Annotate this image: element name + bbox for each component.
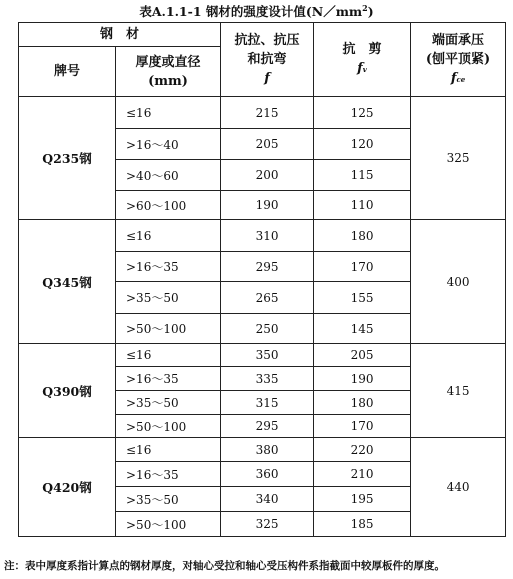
shear-value-cell: 195 — [314, 487, 411, 512]
shear-value-cell: 180 — [314, 391, 411, 415]
bearing-value-cell: 440 — [411, 438, 506, 537]
steel-grade-cell: Q420钢 — [19, 438, 116, 537]
tension-value-cell: 295 — [221, 415, 314, 438]
tension-value-cell: 335 — [221, 367, 314, 391]
tension-value-cell: 325 — [221, 512, 314, 537]
shear-value-cell: 155 — [314, 282, 411, 314]
tension-value-cell: 265 — [221, 282, 314, 314]
thickness-cell: >16～35 — [116, 252, 221, 282]
header-bearing: 端面承压 (刨平顶紧) fce — [411, 23, 506, 97]
thickness-cell: ≤16 — [116, 97, 221, 129]
thickness-cell: >40～60 — [116, 160, 221, 191]
shear-value-cell: 145 — [314, 314, 411, 344]
steel-grade-cell: Q345钢 — [19, 220, 116, 344]
shear-value-cell: 125 — [314, 97, 411, 129]
shear-value-cell: 180 — [314, 220, 411, 252]
shear-value-cell: 190 — [314, 367, 411, 391]
table-row — [19, 344, 506, 367]
tension-value-cell: 250 — [221, 314, 314, 344]
header-tension: 抗拉、抗压 和抗弯 f — [221, 23, 314, 97]
shear-value-cell: 220 — [314, 438, 411, 462]
tension-value-cell: 200 — [221, 160, 314, 191]
thickness-cell: >50～100 — [116, 415, 221, 438]
thickness-cell: >16～35 — [116, 367, 221, 391]
thickness-cell: >35～50 — [116, 391, 221, 415]
header-grade: 牌号 — [19, 47, 116, 97]
thickness-cell: >35～50 — [116, 282, 221, 314]
shear-value-cell: 185 — [314, 512, 411, 537]
tension-value-cell: 295 — [221, 252, 314, 282]
tension-value-cell: 380 — [221, 438, 314, 462]
thickness-cell: ≤16 — [116, 438, 221, 462]
table-note: 注：表中厚度系指计算点的钢材厚度，对轴心受拉和轴心受压构件系指截面中较厚板件的厚度。 — [4, 560, 445, 572]
tension-value-cell: 215 — [221, 97, 314, 129]
steel-strength-table — [18, 22, 506, 537]
table-row — [19, 97, 506, 129]
tension-value-cell: 205 — [221, 129, 314, 160]
thickness-cell: >16～40 — [116, 129, 221, 160]
tension-value-cell: 190 — [221, 191, 314, 220]
shear-value-cell: 205 — [314, 344, 411, 367]
thickness-cell: >35～50 — [116, 487, 221, 512]
steel-grade-cell: Q390钢 — [19, 344, 116, 438]
thickness-cell: ≤16 — [116, 220, 221, 252]
shear-value-cell: 170 — [314, 415, 411, 438]
thickness-cell: >50～100 — [116, 512, 221, 537]
tension-value-cell: 350 — [221, 344, 314, 367]
tension-value-cell: 360 — [221, 462, 314, 487]
table-row — [19, 220, 506, 252]
bearing-value-cell: 400 — [411, 220, 506, 344]
header-thickness: 厚度或直径 (mm) — [116, 47, 221, 97]
shear-value-cell: 115 — [314, 160, 411, 191]
bearing-value-cell: 415 — [411, 344, 506, 438]
bearing-value-cell: 325 — [411, 97, 506, 220]
tension-value-cell: 310 — [221, 220, 314, 252]
thickness-cell: >16～35 — [116, 462, 221, 487]
tension-value-cell: 340 — [221, 487, 314, 512]
shear-value-cell: 210 — [314, 462, 411, 487]
header-steel: 钢 材 — [19, 23, 221, 47]
thickness-cell: ≤16 — [116, 344, 221, 367]
steel-grade-cell: Q235钢 — [19, 97, 116, 220]
shear-value-cell: 110 — [314, 191, 411, 220]
thickness-cell: >60～100 — [116, 191, 221, 220]
thickness-cell: >50～100 — [116, 314, 221, 344]
table-row — [19, 438, 506, 462]
shear-value-cell: 120 — [314, 129, 411, 160]
header-shear: 抗 剪 fv — [314, 23, 411, 97]
tension-value-cell: 315 — [221, 391, 314, 415]
shear-value-cell: 170 — [314, 252, 411, 282]
table-caption: 表A.1.1-1 钢材的强度设计值$(N/mm^2)$ — [139, 2, 374, 19]
